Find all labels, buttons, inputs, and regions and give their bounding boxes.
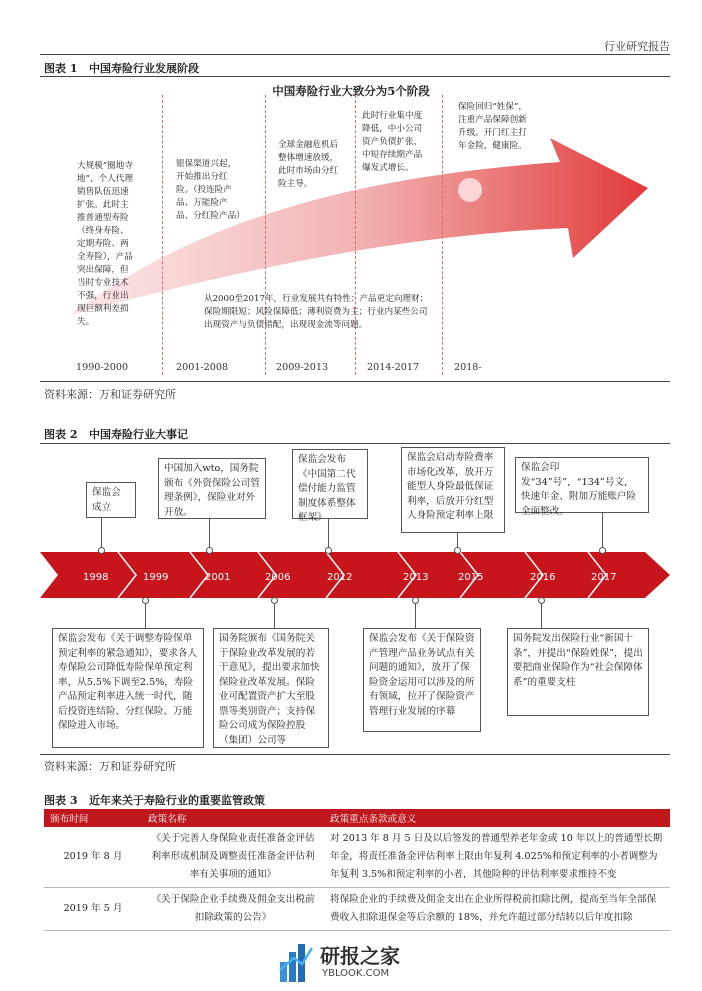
event-connector (274, 604, 275, 628)
event-box-2015: 保监会启动寿险费率市场化改革，放开万能型人身险最低保证利率，后放开分红型人身险预定利率上限 (401, 447, 505, 533)
policy-summary: 对 2013 年 8 月 5 日及以后签发的普通型养老年金或 10 年以上的普通型长期年金，将责任准备金评估利率上限由年复利 4.025%和预定利率的小者调整为年复利 3.5%和预定利率的小者，其他险种的评估利率要求维持不变 (324, 827, 670, 888)
timeline-year: 2017 (591, 572, 617, 583)
fig3-title-text: 近年来关于寿险行业的重要监管政策 (88, 794, 265, 807)
growth-arrow (70, 138, 648, 315)
policy-table (44, 809, 670, 931)
event-box-2016: 国务院发出保险行业“新国十条”，并提出“保险姓保”，提出要把商业保险作为“社会保障体系”的重要支柱 (507, 628, 649, 716)
stage-note-3: 全球金融危机后整体增速放缓，此时市场由分红险主导。 (278, 140, 339, 189)
stage-year: 2014-2017 (367, 362, 420, 373)
stage-year: 1990-2000 (76, 362, 129, 373)
stage-separator (162, 95, 163, 375)
watermark-text: 研报之家 (320, 944, 400, 968)
event-dot (271, 597, 278, 604)
policy-date: 2019 年 5 月 (44, 888, 142, 931)
event-box-2001: 中国加入wto，国务院颁布《外资保险公司管理条例》，保险业对外开放。 (158, 458, 266, 519)
stage-note-1: 大规模“圈地寺地”，个人代理销售队伍迅速扩张。此时主推普通型寿险（终身寿险、定期寿险、两全寿险），产品突出保障，但当时专业技术不强，行业出现巨额利差损失。 (77, 161, 133, 327)
event-box-2017: 保监会印发“34”号”，“134”号文，快速年金、附加万能账户险全面整改。 (515, 457, 649, 513)
event-dot (325, 547, 332, 554)
event-dot (454, 547, 461, 554)
fig1-label: 图表 1 (44, 62, 78, 75)
policy-name: 《关于完善人身保险业责任准备金评估利率形成机制及调整责任准备金评估利率有关事项的通知》 (142, 827, 324, 888)
event-box-2012: 保监会发布《中国第二代偿付能力监管制度体系整体框架》 (292, 449, 368, 519)
fig1-title-text: 中国寿险行业发展阶段 (88, 62, 199, 75)
event-connector (101, 518, 102, 550)
column-header: 颁布时间 (44, 809, 142, 827)
fig1-title (44, 60, 199, 76)
fig1-rule (40, 76, 670, 77)
timeline-year: 1999 (143, 572, 169, 583)
stage-separator (265, 95, 266, 375)
table-row (44, 827, 670, 888)
event-dot (412, 597, 419, 604)
column-header: 政策名称 (142, 809, 324, 827)
event-box-1998: 保监会成立 (86, 482, 136, 518)
timeline-year: 2006 (265, 572, 291, 583)
event-dot (98, 547, 105, 554)
stage-note-5: 保险回归“姓保”，注重产品保障创新升级。开门红主打年金险，健康险。 (458, 102, 527, 151)
timeline-band (40, 552, 670, 598)
report-type: 行业研究报告 (604, 40, 670, 53)
timeline-year: 2013 (403, 572, 429, 583)
column-header: 政策重点条款或意义 (324, 809, 670, 827)
stage-year: 2018- (454, 362, 482, 373)
event-dot (599, 547, 606, 554)
arrow-highlight-dot (458, 178, 482, 202)
stage-year: 2009-2013 (276, 362, 329, 373)
timeline-year: 2001 (205, 572, 231, 583)
event-connector (541, 604, 542, 628)
timeline-year: 2015 (458, 572, 484, 583)
timeline-year: 2012 (327, 572, 353, 583)
timeline-year: 2016 (530, 572, 556, 583)
event-connector (602, 513, 603, 550)
fig2-label: 图表 2 (44, 428, 78, 441)
event-box-2013: 保监会发布《关于保险资产管理产品业务试点有关问题的通知》，放开了保险资金运用可以涉及的所有领域，拉开了保险资产管理行业发展的序幕 (363, 628, 481, 732)
policy-table-header (44, 809, 670, 827)
fig2-title (44, 426, 188, 442)
fig3-label: 图表 3 (44, 794, 78, 807)
watermark-url: YBLOOK.COM (322, 968, 390, 979)
policy-name: 《关于保险企业手续费及佣金支出税前扣除政策的公告》 (142, 888, 324, 931)
policy-date: 2019 年 8 月 (44, 827, 142, 888)
stage-separator (355, 95, 356, 375)
event-connector (328, 519, 329, 550)
event-connector (145, 604, 146, 628)
event-box-1999: 保监会发布《关于调整寿险保单预定利率的紧急通知》，要求各人寿保险公司降低寿险保单预定利率，从5.5%下调至2.5%，寿险产品预定利率进入统一时代，随后投资连结险、分红保险、万能保险进入市场。 (52, 628, 204, 748)
event-dot (142, 597, 149, 604)
fig1-bottom-rule (40, 381, 670, 382)
fig2-rule (40, 443, 670, 444)
table-row (44, 888, 670, 931)
fig3-title (44, 792, 265, 808)
stage-note-4: 此时行业集中度降低，中小公司资产负债扩张，中短存续期产品爆发式增长。 (362, 111, 423, 173)
event-connector (209, 519, 210, 550)
common-traits-note: 从2000至2017年，行业发展共有特性：产品更定向理财；保险期限短；风险保障低；薄利资费为主；行业内某些公司出现资产与负债错配，出现现金流等问题。 (204, 294, 429, 330)
event-dot (206, 547, 213, 554)
event-connector (415, 604, 416, 628)
watermark (278, 940, 428, 990)
fig1-chart-title: 中国寿险行业大致分为5个阶段 (272, 84, 430, 98)
timeline-year: 1998 (83, 572, 109, 583)
stage-note-2: 银保渠道兴起，开始推出分红险。（投连险产品、万能险产品、分红险产品） (176, 159, 245, 221)
stage-separator (442, 95, 443, 375)
event-dot (538, 597, 545, 604)
bar-chart-logo-icon (280, 944, 312, 982)
header-rule (40, 54, 670, 55)
policy-summary: 将保险企业的手续费及佣金支出在企业所得税前扣除比例，提高至当年全部保费收入扣除退保金等后余额的 18%，并允许超过部分结转以后年度扣除 (324, 888, 670, 931)
fig1-source: 资料来源：万和证券研究所 (44, 388, 176, 401)
fig2-title-text: 中国寿险行业大事记 (88, 428, 188, 441)
stage-year: 2001-2008 (176, 362, 229, 373)
fig2-source: 资料来源：万和证券研究所 (44, 760, 176, 773)
fig2-bottom-rule (40, 754, 670, 755)
event-box-2006: 国务院颁布《国务院关于保险业改革发展的若干意见》，提出要求加快保险业改革发展。保险业可配置资产扩大至股票等类别资产；支持保险公司成为保险控股（集团）公司等 (213, 628, 329, 748)
